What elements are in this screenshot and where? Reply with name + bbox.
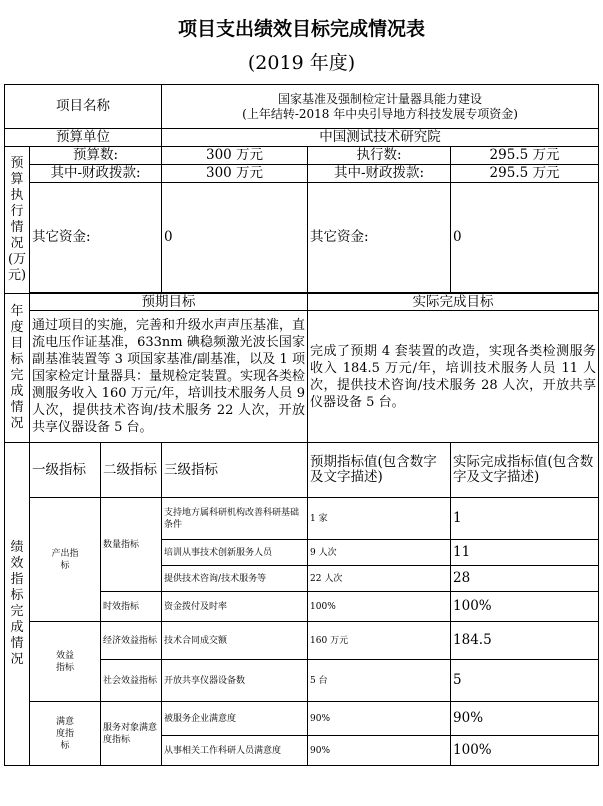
level1-header: 一级指标 bbox=[30, 443, 101, 498]
row6-actual: 5 bbox=[451, 660, 599, 702]
project-name-line1: 国家基准及强制检定计量器具能力建设 bbox=[278, 91, 483, 106]
row7-actual: 90% bbox=[451, 702, 599, 736]
row5-expected: 160 万元 bbox=[308, 622, 451, 660]
actual-goal-text: 完成了预期 4 套装置的改造，实现各类检测服务收入 184.5 万元/年，培训技术服务人员 11 人次，提供技术咨询/技术服务 28 人次，开放共享仪器设备 5 台。 bbox=[308, 311, 599, 443]
row8-expected: 90% bbox=[308, 736, 451, 766]
satisfaction-indicator: 满意度指标 bbox=[30, 702, 101, 766]
row6-indicator: 开放共享仪器设备数 bbox=[162, 660, 308, 702]
row6-expected: 5 台 bbox=[308, 660, 451, 702]
annual-goal-side-label: 年度目标完成情况 bbox=[5, 294, 30, 443]
expected-value-header: 预期指标值(包含数字及文字描述) bbox=[308, 443, 451, 498]
other-funds-label: 其它资金: bbox=[30, 183, 162, 293]
actual-value-header: 实际完成指标值(包含数字及文字描述) bbox=[451, 443, 599, 498]
level2-header: 二级指标 bbox=[101, 443, 162, 498]
row5-indicator: 技术合同成交额 bbox=[162, 622, 308, 660]
row2-indicator: 培训从事技术创新服务人员 bbox=[162, 540, 308, 566]
row7-indicator: 被服务企业满意度 bbox=[162, 702, 308, 736]
fiscal-budget-value: 300 万元 bbox=[162, 165, 308, 183]
executed-amount-value: 295.5 万元 bbox=[451, 147, 599, 165]
row4-actual: 100% bbox=[451, 592, 599, 622]
perf-indicator-side-label: 绩效指标完成情况 bbox=[5, 443, 30, 766]
fiscal-budget-label: 其中-财政拨款: bbox=[30, 165, 162, 183]
output-indicator: 产出指标 bbox=[30, 498, 101, 622]
document-year: (2019 年度) bbox=[247, 52, 356, 74]
benefit-indicator: 效益指标 bbox=[30, 622, 101, 702]
row3-indicator: 提供技术咨询/技术服务等 bbox=[162, 566, 308, 592]
row5-actual: 184.5 bbox=[451, 622, 599, 660]
row8-indicator: 从事相关工作科研人员满意度 bbox=[162, 736, 308, 766]
row1-actual: 1 bbox=[451, 498, 599, 540]
other-funds-exec: 0 bbox=[451, 183, 599, 293]
budget-amount-value: 300 万元 bbox=[162, 147, 308, 165]
row2-actual: 11 bbox=[451, 540, 599, 566]
level3-header: 三级指标 bbox=[162, 443, 308, 498]
quantity-indicator: 数量指标 bbox=[101, 498, 162, 592]
performance-table bbox=[4, 84, 599, 766]
budget-execution-side-label: 预算执行情况(万元) bbox=[5, 147, 30, 294]
row1-expected: 1 家 bbox=[308, 498, 451, 540]
fiscal-executed-value: 295.5 万元 bbox=[451, 165, 599, 183]
fiscal-executed-label: 其中-财政拨款: bbox=[308, 165, 451, 183]
row2-expected: 9 人次 bbox=[308, 540, 451, 566]
actual-goal-header: 实际完成目标 bbox=[308, 294, 599, 311]
planned-goal-text: 通过项目的实施，完善和升级水声声压基准，直流电压作证基准，633nm 碘稳频激光波长国家副基准装置等 3 项国家基准/副基准，以及 1 项国家检定计量器具：量规检定装置。实现各类检测服务收入 160 万元/年，培训技术服务人员 9 人次，提供技术咨询/技术服务 22 人次，开放共享仪器设备 5 台。 bbox=[30, 311, 308, 443]
budget-unit-label: 预算单位 bbox=[5, 129, 162, 147]
service-target-indicator: 服务对象满意度指标 bbox=[101, 702, 162, 766]
row1-indicator: 支持地方属科研机构改善科研基础条件 bbox=[162, 498, 308, 540]
row7-expected: 90% bbox=[308, 702, 451, 736]
planned-goal-header: 预期目标 bbox=[30, 294, 308, 311]
timeliness-indicator: 时效指标 bbox=[101, 592, 162, 622]
project-name-value bbox=[162, 85, 599, 129]
project-name-label: 项目名称 bbox=[5, 85, 162, 129]
budget-amount-label: 预算数: bbox=[30, 147, 162, 165]
row3-actual: 28 bbox=[451, 566, 599, 592]
row4-indicator: 资金拨付及时率 bbox=[162, 592, 308, 622]
project-name-line2: (上年结转-2018 年中央引导地方科技发展专项资金) bbox=[242, 106, 518, 121]
row4-expected: 100% bbox=[308, 592, 451, 622]
document-title: 项目支出绩效目标完成情况表 bbox=[177, 18, 425, 40]
row8-actual: 100% bbox=[451, 736, 599, 766]
row3-expected: 22 人次 bbox=[308, 566, 451, 592]
budget-unit-value: 中国测试技术研究院 bbox=[162, 129, 599, 147]
executed-amount-label: 执行数: bbox=[308, 147, 451, 165]
economic-indicator: 经济效益指标 bbox=[101, 622, 162, 660]
other-funds-budget: 0 bbox=[162, 183, 308, 293]
other-funds-exec-label: 其它资金: bbox=[308, 183, 451, 293]
social-indicator: 社会效益指标 bbox=[101, 660, 162, 702]
